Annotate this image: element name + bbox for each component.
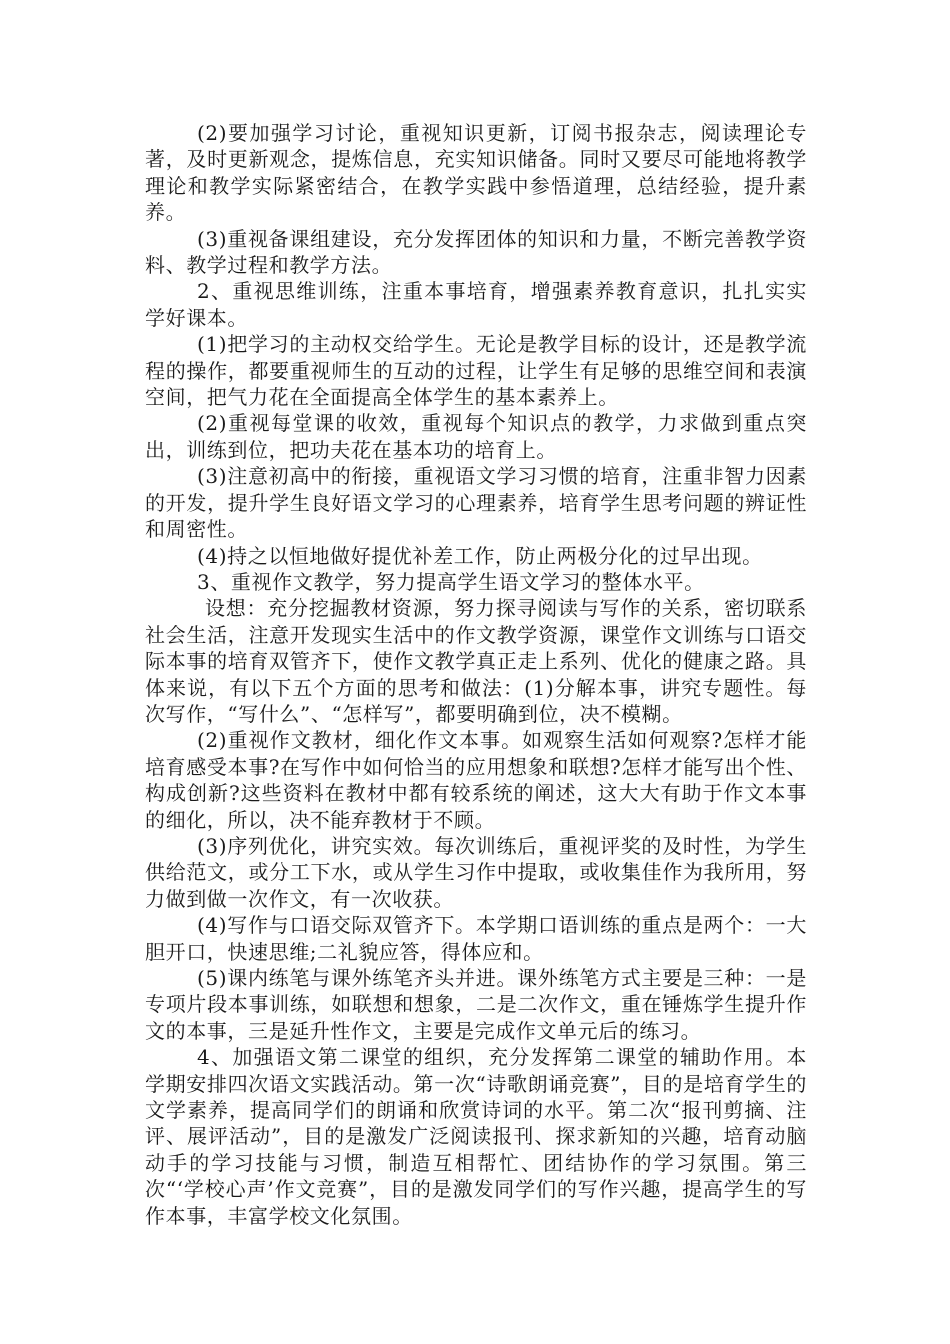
paragraph-3-transition: (3)注意初高中的衔接，重视语文学习习惯的培育，注重非智力因素的开发，提升学生良好语文学习的心理素养，培育学生思考问题的辨证性和周密性。 — [145, 464, 807, 542]
paragraph-3-sequence: (3)序列优化，讲究实效。每次训练后，重视评奖的及时性，为学生供给范文，或分工下水，或从学生习作中提取，或收集佳作为我所用，努力做到做一次作文，有一次收获。 — [145, 833, 807, 911]
paragraph-2-lesson-effect: (2)重视每堂课的收效，重视每个知识点的教学，力求做到重点突出，训练到位，把功夫花在基本功的培育上。 — [145, 411, 807, 462]
paragraph-section-2-thinking: 2、重视思维训练，注重本事培育，增强素养教育意识，扎扎实实学好课本。 — [145, 279, 807, 330]
document-body — [145, 120, 807, 1229]
paragraph-2-writing-materials: (2)重视作文教材，细化作文本事。如观察生活如何观察?怎样才能培育感受本事?在写作中如何恰当的应用想象和联想?怎样才能写出个性、构成创新?这些资料在教材中都有较系统的阐述，这大大有助于作文本事的细化，所以，决不能弃教材于不顾。 — [145, 728, 807, 832]
paragraph-section-3-writing: 3、重视作文教学，努力提高学生语文学习的整体水平。 — [197, 569, 705, 594]
paragraph-writing-plan: 设想：充分挖掘教材资源，努力探寻阅读与写作的关系，密切联系社会生活，注意开发现实生活中的作文教学资源，课堂作文训练与口语交际本事的培育双管齐下，使作文教学真正走上系列、优化的健康之路。具体来说，有以下五个方面的思考和做法：(1)分解本事，讲究专题性。每次写作，“写什么”、“怎样写”，都要明确到位，决不模糊。 — [145, 596, 807, 726]
paragraph-section-4-activities: 4、加强语文第二课堂的组织，充分发挥第二课堂的辅助作用。本学期安排四次语文实践活动。第一次“诗歌朗诵竞赛”，目的是培育学生的文学素养，提高同学们的朗诵和欣赏诗词的水平。第二次“报刊剪摘、注评、展评活动”，目的是激发广泛阅读报刊、探求新知的兴趣，培育动脑动手的学习技能与习惯，制造互相帮忙、团结协作的学习氛围。第三次“‘学校心声’作文竞赛”，目的是激发同学们的写作兴趣，提高学生的写作本事，丰富学校文化氛围。 — [145, 1045, 807, 1228]
paragraph-4-oral: (4)写作与口语交际双管齐下。本学期口语训练的重点是两个：一大胆开口，快速思维;二礼貌应答，得体应和。 — [145, 913, 807, 964]
paragraph-1-initiative: (1)把学习的主动权交给学生。无论是教学目标的设计，还是教学流程的操作，都要重视师生的互动的过程，让学生有足够的思维空间和表演空间，把气力花在全面提高全体学生的基本素养上。 — [145, 332, 807, 410]
paragraph-4-tutoring: (4)持之以恒地做好提优补差工作，防止两极分化的过早出现。 — [197, 543, 763, 568]
paragraph-5-practice: (5)课内练笔与课外练笔齐头并进。课外练笔方式主要是三种：一是专项片段本事训练，如联想和想象，二是二次作文，重在锤炼学生提升作文的本事，三是延升性作文，主要是完成作文单元后的练习。 — [145, 966, 807, 1043]
paragraph-2-study: (2)要加强学习讨论，重视知识更新，订阅书报杂志，阅读理论专著，及时更新观念，提炼信息，充实知识储备。同时又要尽可能地将教学理论和教学实际紧密结合，在教学实践中参悟道理，总结经验，提升素养。 — [145, 121, 807, 225]
paragraph-3-lesson-group: (3)重视备课组建设，充分发挥团体的知识和力量，不断完善教学资料、教学过程和教学方法。 — [145, 226, 807, 278]
